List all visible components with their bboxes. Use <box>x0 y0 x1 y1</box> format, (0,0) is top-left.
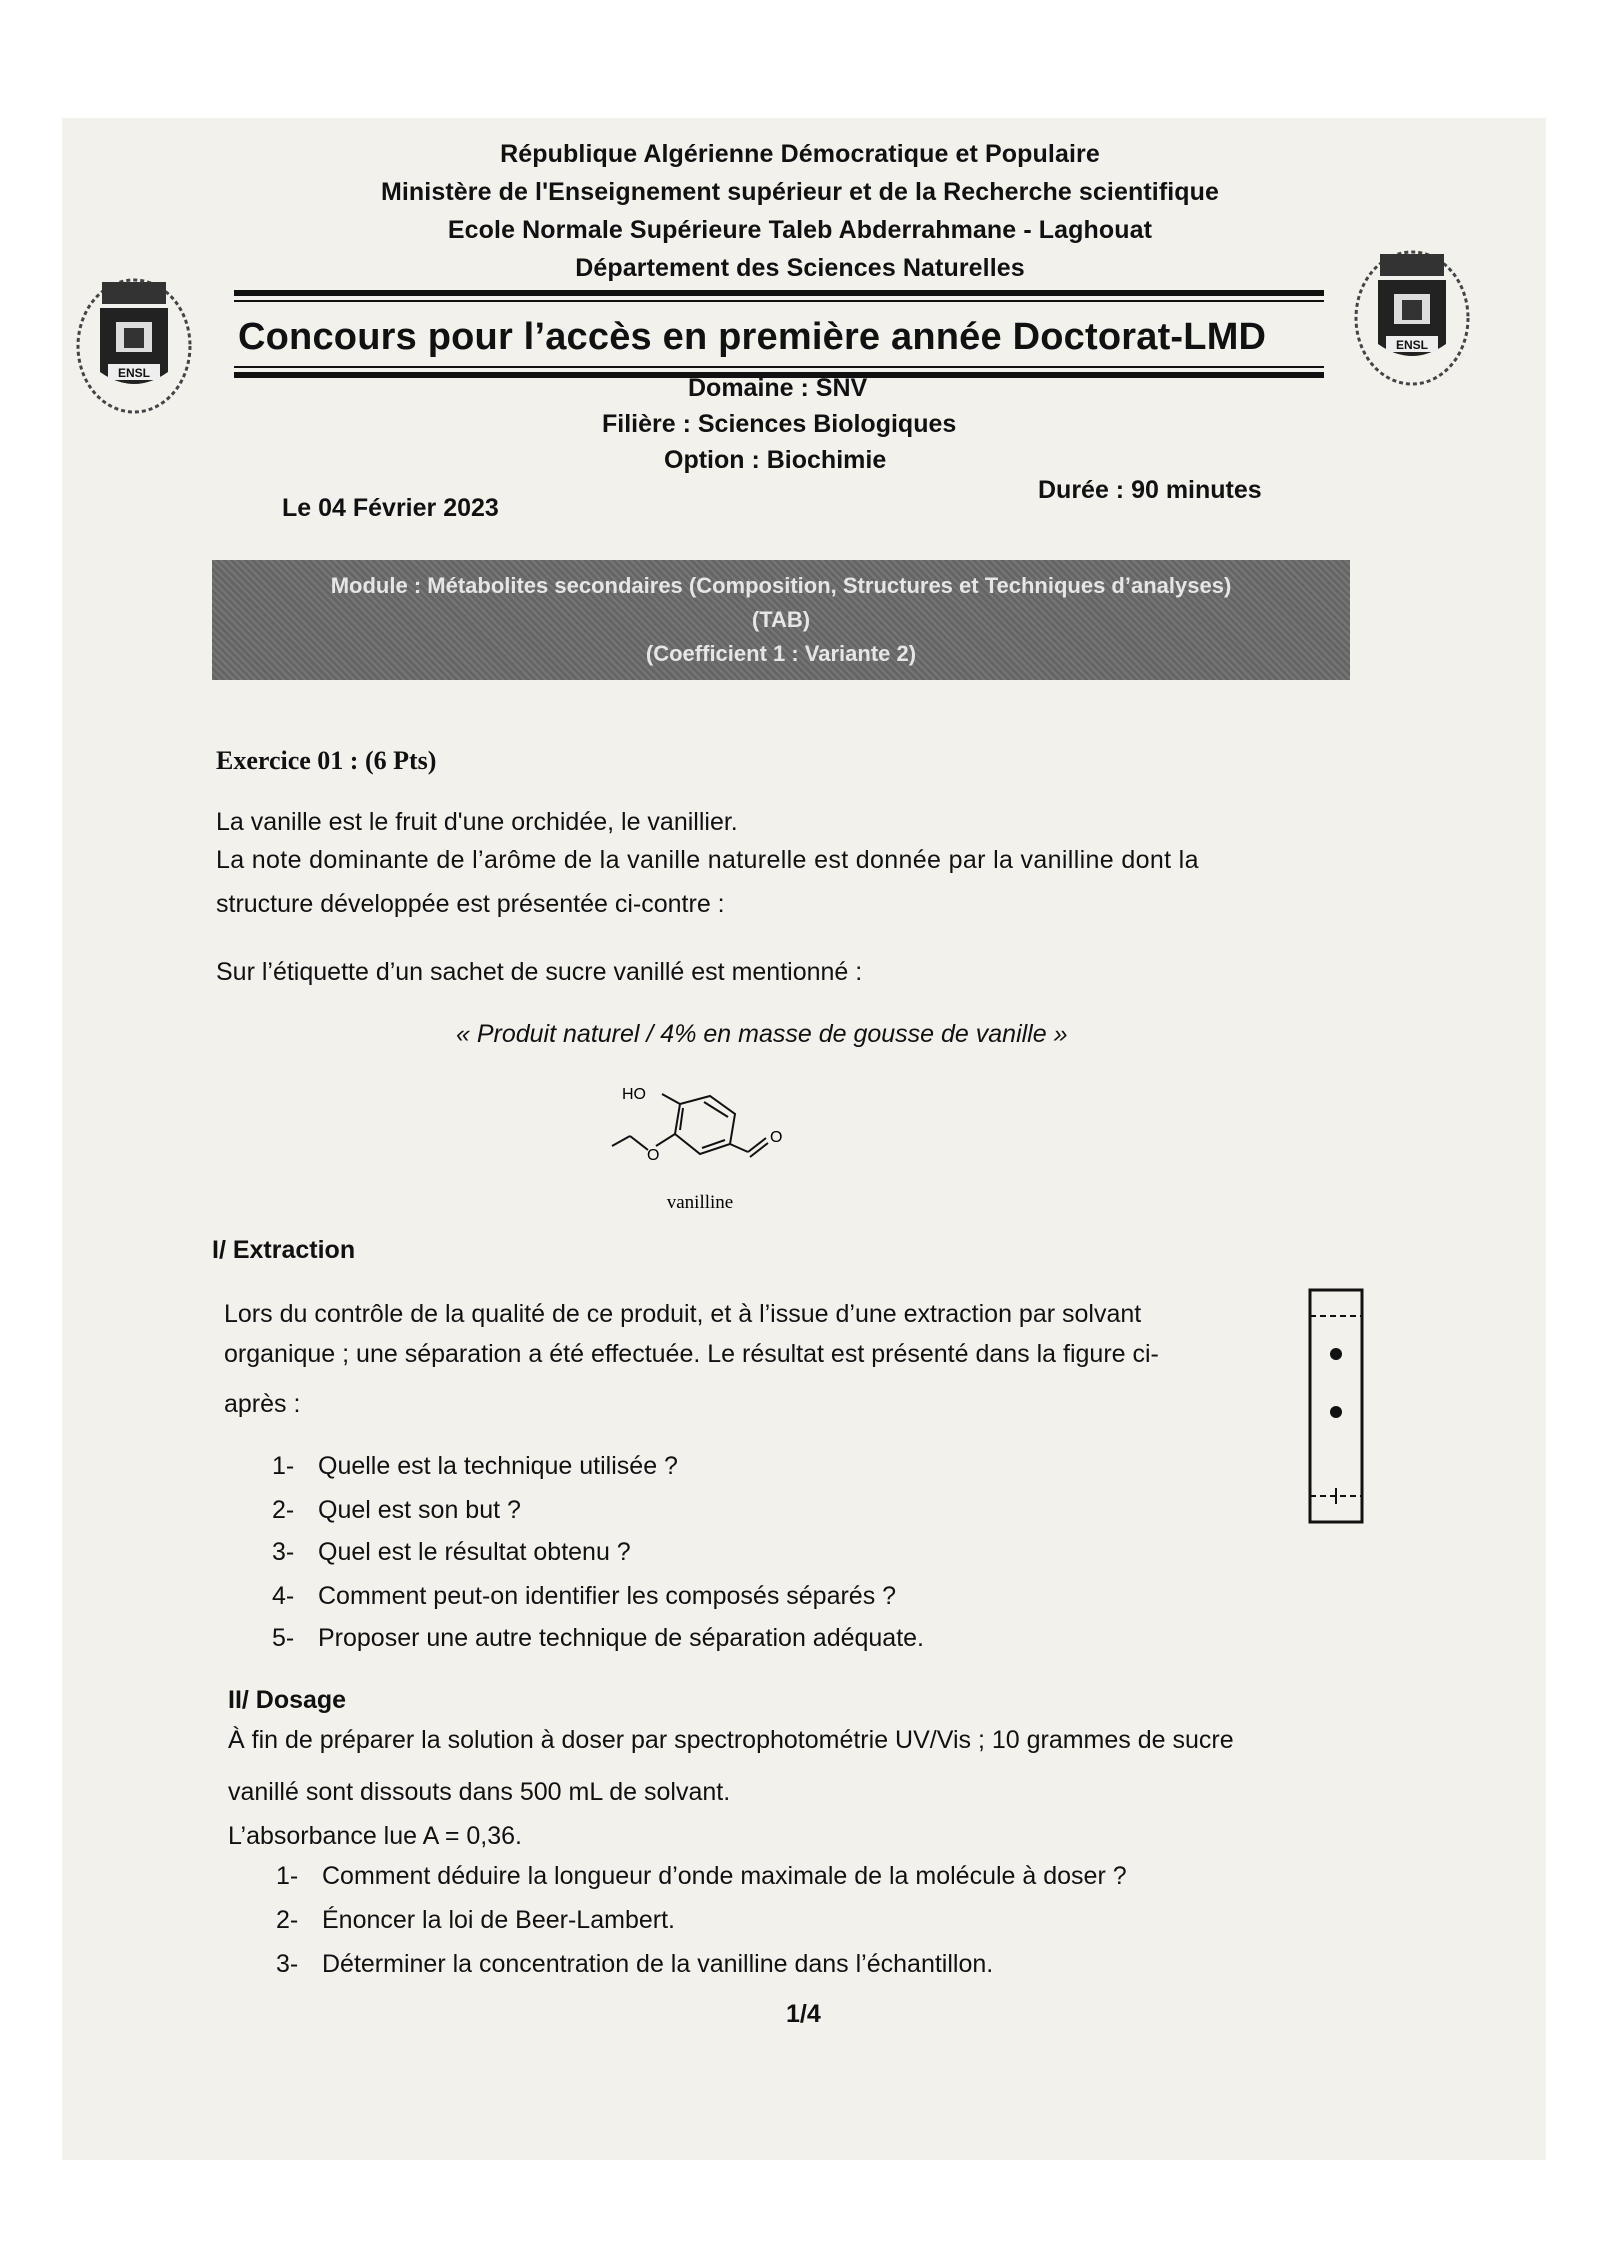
molecule-name: vanilline <box>666 1192 734 1213</box>
module-line-2: (TAB) <box>751 607 811 632</box>
header-line-republic: République Algérienne Démocratique et Populaire <box>500 140 1100 168</box>
module-line-1: Module : Métabolites secondaires (Composition, Structures et Techniques d’analyses) <box>330 573 1232 598</box>
title-rule-top-thin <box>234 300 1324 302</box>
exercise-title: Exercice 01 : (6 Pts) <box>216 746 437 775</box>
dosage-heading: II/ Dosage <box>228 1686 347 1714</box>
module-banner <box>212 560 1350 680</box>
exam-date: Le 04 Février 2023 <box>282 494 499 522</box>
dosage-text-1: À fin de préparer la solution à doser par spectrophotométrie UV/Vis ; 10 grammes de sucre <box>228 1726 1234 1754</box>
tlc-plate-figure <box>1300 1288 1372 1524</box>
option-label: Option : Biochimie <box>664 446 887 474</box>
molecule-o2-label: O <box>770 1129 783 1146</box>
molecule-o-label: O <box>647 1147 660 1164</box>
logo-text-left: ENSL <box>117 366 151 380</box>
header-line-school: Ecole Normale Supérieure Taleb Abderrahmane - Laghouat <box>447 216 1153 244</box>
header-line-ministry: Ministère de l'Enseignement supérieur et de la Recherche scientifique <box>380 178 1220 206</box>
page-number: 1/4 <box>786 2000 821 2028</box>
extraction-question: 3- Quel est le résultat obtenu ? <box>272 1538 631 1566</box>
header-line-department: Département des Sciences Naturelles <box>575 254 1025 282</box>
exercise-intro-1: La vanille est le fruit d'une orchidée, le vanillier. <box>216 808 738 836</box>
extraction-text-1: Lors du contrôle de la qualité de ce produit, et à l’issue d’une extraction par solvant <box>224 1300 1142 1328</box>
extraction-question: 4- Comment peut-on identifier les composés séparés ? <box>272 1582 897 1610</box>
title-rule-top <box>234 290 1324 296</box>
exam-title: Concours pour l’accès en première année Doctorat-LMD <box>238 316 1267 358</box>
school-logo-left <box>72 268 196 418</box>
extraction-question: 2- Quel est son but ? <box>272 1496 521 1524</box>
extraction-heading: I/ Extraction <box>212 1236 356 1264</box>
molecule-ho-label: HO <box>622 1086 646 1103</box>
vanillin-structure <box>590 1086 810 1226</box>
label-intro: Sur l’étiquette d’un sachet de sucre vanillé est mentionné : <box>216 958 863 986</box>
exam-duration: Durée : 90 minutes <box>1038 476 1262 504</box>
dosage-text-2: vanillé sont dissouts dans 500 mL de solvant. <box>228 1778 731 1806</box>
domaine-label: Domaine : SNV <box>688 374 868 402</box>
module-line-3: (Coefficient 1 : Variante 2) <box>645 641 917 666</box>
tlc-spot-upper <box>1330 1348 1342 1360</box>
school-logo-right <box>1350 240 1474 390</box>
exercise-intro-2a: La note dominante de l’arôme de la vanille naturelle est donnée par la vanilline dont la <box>216 846 1199 874</box>
title-rule-bottom-thin <box>234 366 1324 368</box>
logo-text-right: ENSL <box>1395 338 1429 352</box>
dosage-question: 3- Déterminer la concentration de la vanilline dans l’échantillon. <box>276 1950 994 1978</box>
exercise-intro-2b: structure développée est présentée ci-contre : <box>216 890 725 918</box>
filiere-label: Filière : Sciences Biologiques <box>602 410 957 438</box>
dosage-question: 1- Comment déduire la longueur d’onde maximale de la molécule à doser ? <box>276 1862 1127 1890</box>
extraction-text-2: organique ; une séparation a été effectuée. Le résultat est présenté dans la figure ci- <box>224 1340 1159 1368</box>
label-quote: « Produit naturel / 4% en masse de gousse de vanille » <box>456 1020 1068 1048</box>
tlc-spot-lower <box>1330 1406 1342 1418</box>
dosage-text-3: L’absorbance lue A = 0,36. <box>228 1822 522 1850</box>
dosage-question: 2- Énoncer la loi de Beer-Lambert. <box>276 1906 675 1934</box>
extraction-question: 5- Proposer une autre technique de séparation adéquate. <box>272 1624 925 1652</box>
extraction-question: 1- Quelle est la technique utilisée ? <box>272 1452 678 1480</box>
extraction-text-3: après : <box>224 1390 301 1418</box>
